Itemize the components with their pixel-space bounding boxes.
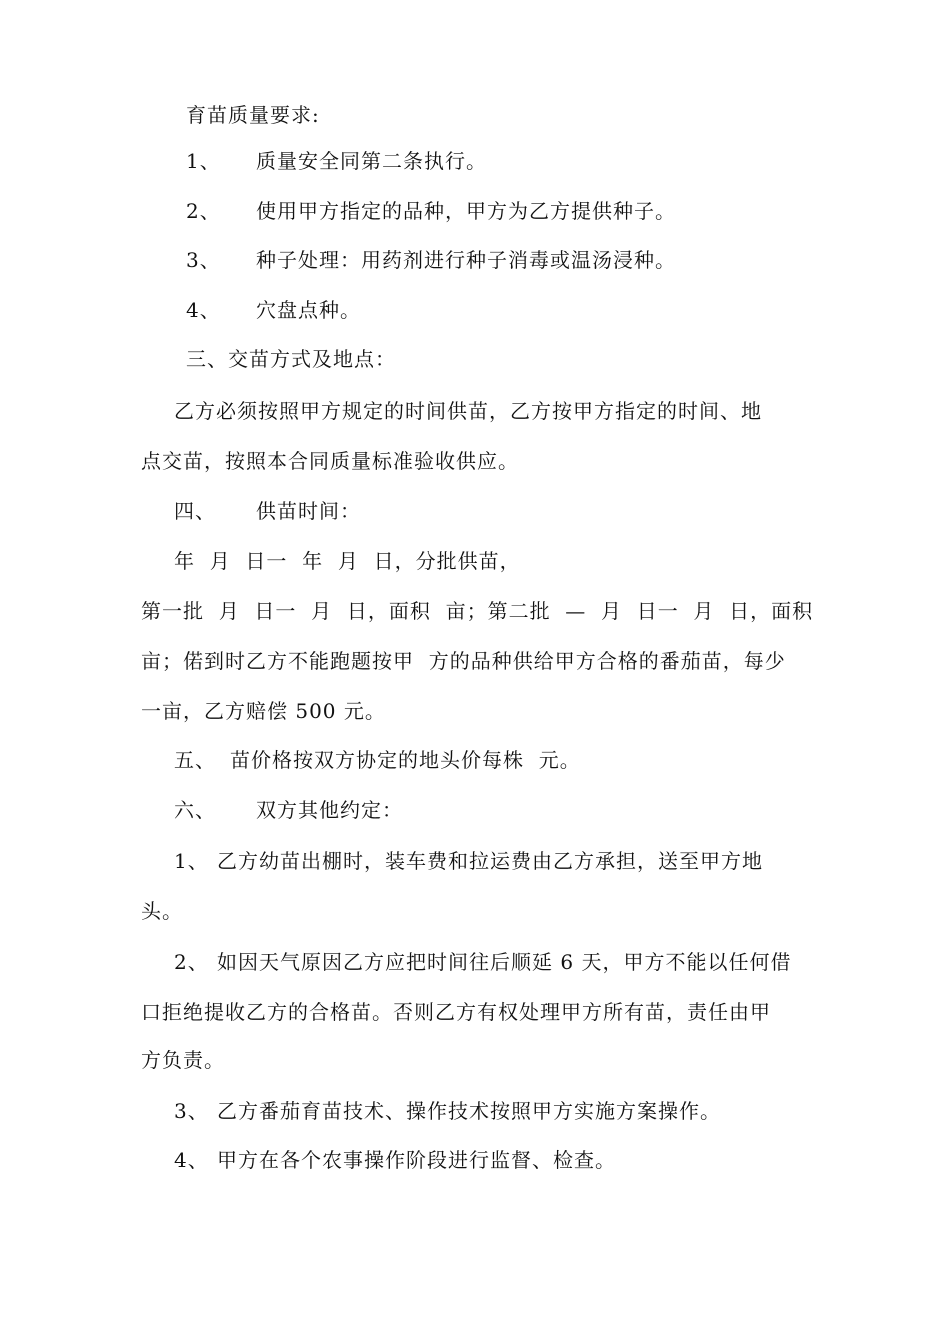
- section-4-title: 供苗时间：: [256, 499, 361, 523]
- quality-item-2-num: 2、: [186, 199, 221, 223]
- other-item-2-num: 2、: [174, 950, 209, 974]
- section-6-num: 六、: [174, 798, 216, 822]
- quality-item-1-num: 1、: [186, 149, 221, 173]
- quality-item-3-num: 3、: [186, 248, 221, 272]
- quality-heading: 育苗质量要求:: [186, 103, 320, 127]
- section-5-num: 五、: [174, 748, 216, 772]
- other-item-2-line-1: 如因天气原因乙方应把时间往后顺延 6 天，甲方不能以任何借: [217, 950, 792, 974]
- section-4-body-line-2: 第一批 月 日一 月 日，面积 亩；第二批 — 月 日一 月 日，面积: [141, 599, 814, 623]
- other-item-3-num: 3、: [174, 1099, 209, 1123]
- section-3-title: 三、交苗方式及地点：: [186, 347, 396, 371]
- quality-item-4-num: 4、: [186, 298, 221, 322]
- other-item-3-line-1: 乙方番茄育苗技术、操作技术按照甲方实施方案操作。: [217, 1099, 721, 1123]
- other-item-4-num: 4、: [174, 1148, 209, 1172]
- quality-item-1-text: 质量安全同第二条执行。: [256, 149, 487, 173]
- other-item-2-line-2: 口拒绝提收乙方的合格苗。否则乙方有权处理甲方所有苗，责任由甲: [141, 1000, 771, 1024]
- other-item-2-line-3: 方负责。: [141, 1048, 225, 1072]
- other-item-1-num: 1、: [174, 849, 209, 873]
- other-item-1-line-2: 头。: [141, 899, 183, 923]
- section-4-body-line-1: 年 月 日一 年 月 日，分批供苗，: [174, 549, 521, 573]
- section-4-body-line-3: 亩；偌到时乙方不能跑题按甲 方的品种供给甲方合格的番茄苗，每少: [141, 649, 786, 673]
- section-4-body-line-4: 一亩，乙方赔偿 500 元。: [141, 699, 386, 723]
- quality-item-4-text: 穴盘点种。: [256, 298, 361, 322]
- section-5-text: 苗价格按双方协定的地头价每株 元。: [230, 748, 581, 772]
- quality-item-3-text: 种子处理：用药剂进行种子消毒或温汤浸种。: [256, 248, 676, 272]
- section-3-body-line-2: 点交苗，按照本合同质量标准验收供应。: [141, 449, 519, 473]
- quality-item-2-text: 使用甲方指定的品种，甲方为乙方提供种子。: [256, 199, 676, 223]
- section-4-num: 四、: [174, 499, 216, 523]
- other-item-1-line-1: 乙方幼苗出棚时，装车费和拉运费由乙方承担，送至甲方地: [217, 849, 763, 873]
- section-6-title: 双方其他约定：: [256, 798, 403, 822]
- section-3-body-line-1: 乙方必须按照甲方规定的时间供苗，乙方按甲方指定的时间、地: [174, 399, 762, 423]
- other-item-4-line-1: 甲方在各个农事操作阶段进行监督、检查。: [217, 1148, 616, 1172]
